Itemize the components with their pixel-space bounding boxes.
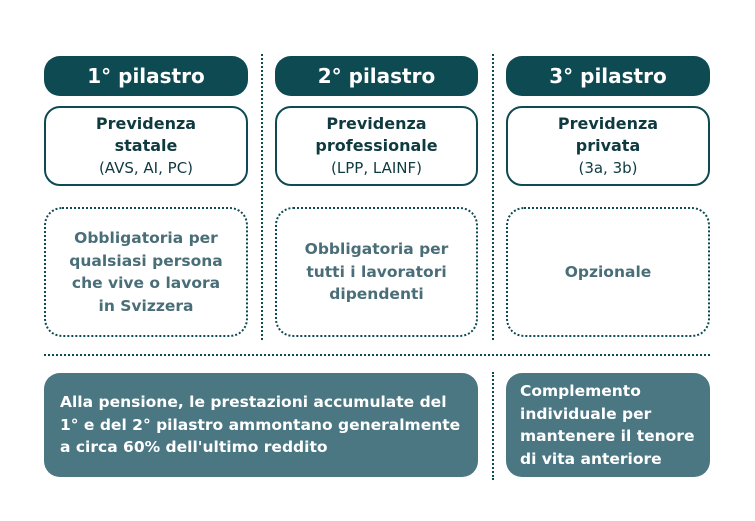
summary-line: Alla pensione, le prestazioni accumulate del — [60, 393, 447, 412]
requirement-line: in Svizzera — [98, 296, 194, 315]
complement-box — [506, 373, 710, 477]
bottom-separator — [492, 372, 494, 480]
pillar-1-type-box — [44, 106, 248, 186]
complement-line: Complemento — [520, 382, 641, 400]
column-separator-2 — [492, 54, 494, 340]
complement-line: mantenere il tenore — [520, 427, 695, 445]
requirement-line: dipendenti — [329, 285, 424, 304]
pension-summary-box — [44, 373, 478, 477]
complement-line: individuale per — [520, 404, 652, 423]
requirement-line: che vive o lavora — [71, 274, 221, 292]
row-separator — [44, 354, 710, 356]
pillar-2-type-box — [275, 106, 478, 186]
pillar-3-header — [506, 56, 710, 96]
pillar-2-title-line1: Previdenza — [326, 114, 427, 133]
pillar-1-title-line2: statale — [114, 136, 178, 155]
summary-line: 1° e del 2° pilastro ammontano generalmente — [60, 415, 461, 434]
pillar-1-header — [44, 56, 248, 96]
requirement-line: Obbligatoria per — [304, 240, 449, 259]
pillar-1-title-line1: Previdenza — [95, 114, 197, 133]
column-separator-1 — [261, 54, 263, 340]
pillar-3-requirement — [565, 261, 652, 284]
pillar-2-subtitle: (LPP, LAINF) — [331, 159, 422, 177]
pillar-3-type-box — [506, 106, 710, 186]
complement-line: di vita anteriore — [520, 449, 662, 468]
pillar-3-requirement-box — [506, 207, 710, 337]
pillar-3-title-line2: privata — [575, 136, 641, 155]
pillar-3-header-label: 3° pilastro — [549, 64, 667, 88]
pillar-3-title-line1: Previdenza — [557, 114, 659, 133]
pillar-2-title-line2: professionale — [315, 136, 438, 155]
pillar-1-header-label: 1° pilastro — [87, 64, 205, 88]
requirement-line: Obbligatoria per — [74, 229, 218, 247]
pillar-2-header — [275, 56, 478, 96]
requirement-line: qualsiasi persona — [69, 251, 223, 270]
pillar-1-requirement — [69, 227, 222, 317]
requirement-line: tutti i lavoratori — [306, 262, 447, 281]
pillar-1-requirement-box — [44, 207, 248, 337]
requirement-line: Opzionale — [564, 262, 652, 281]
summary-line: a circa 60% dell'ultimo reddito — [60, 438, 328, 457]
pillar-3-subtitle: (3a, 3b) — [578, 159, 638, 177]
pillar-2-header-label: 2° pilastro — [317, 64, 436, 88]
complement-text — [520, 380, 694, 470]
pillar-2-requirement — [305, 238, 449, 306]
pension-summary — [60, 391, 460, 459]
pillar-1-subtitle: (AVS, AI, PC) — [98, 159, 194, 177]
pillar-2-requirement-box — [275, 207, 478, 337]
